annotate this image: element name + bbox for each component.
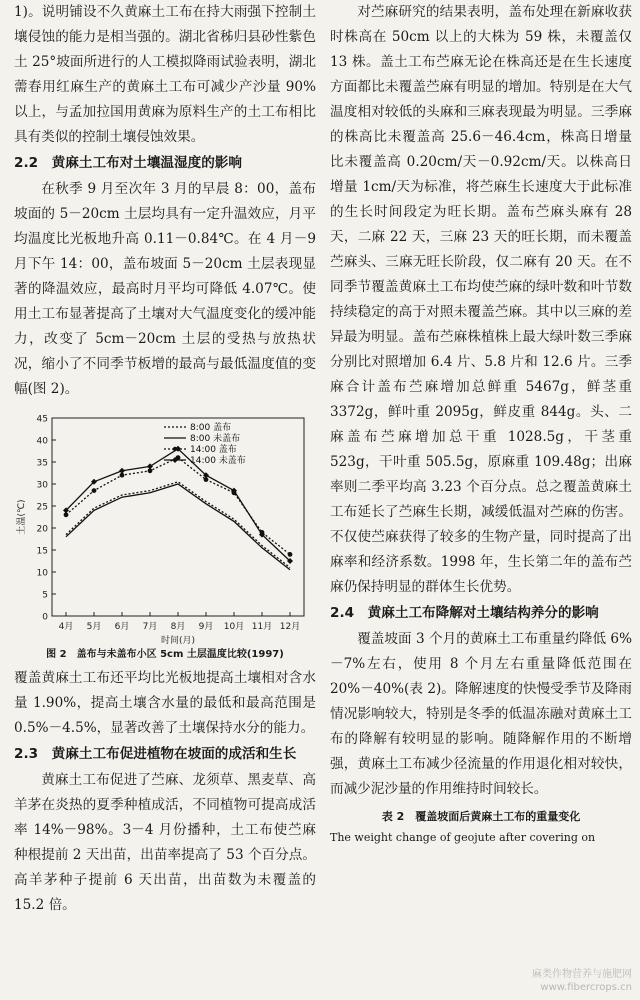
section-2-2-heading: 2.2 黄麻土工布对土壤温湿度的影响	[14, 155, 242, 171]
table-2-caption-english: The weight change of geojute after covering on	[330, 831, 596, 844]
y-tick-label: 30	[36, 480, 48, 491]
table-2-caption: 表 2 覆盖坡面后黄麻土工布的重量变化	[381, 810, 581, 823]
section-2-2-paragraph: 在秋季 9 月至次年 3 月的早晨 8：00，盖布坡面的 5－20cm 土层均具有一定升温效应，月平均温度比光板地升高 0.11－0.84℃。在 4 月－9 月下午 14：00，盖布坡面 5－20cm 土层表现显著的降温效应，最高时月平均可降低 4.07℃。使用土工布显著提高了土壤对大气温度变化的缓冲能力，改变了 5cm－20cm 土层的受热与放热状况，缩小了不同季节板增的最高与最低温度值的变幅(图 2)。	[14, 181, 316, 397]
site-watermark	[492, 968, 632, 994]
figure-2-caption: 图 2 盖布与未盖布小区 5cm 土层温度比较(1997)	[46, 649, 284, 660]
x-tick-label: 5月	[86, 622, 102, 632]
x-tick-label: 10月	[223, 622, 245, 632]
left-column	[14, 0, 316, 1000]
x-tick-label: 8月	[170, 622, 186, 632]
x-tick-label: 9月	[198, 622, 214, 632]
right-column	[330, 0, 632, 1000]
ramie-results-paragraph: 对苎麻研究的结果表明，盖布处理在新麻收获时株高在 50cm 以上的大株为 59 株，未覆盖仅 13 株。盖土工布苎麻无论在株高还是在生长速度方面都比未覆盖苎麻有明显的增加。特别是在大气温度相对较低的头麻和三麻表现最为明显。三季麻的株高比未覆盖高 25.6－46.4cm，株高日增量比未覆盖高 0.20cm/天－0.92cm/天。以株高日增量 1cm/天为标准，将苎麻生长速度大于此标准的生长时间段定为旺长期。盖布苎麻头麻有 28 天，二麻 22 天，三麻 23 天的旺长期，而未覆盖苎麻头、三麻无旺长阶段，仅二麻有 20 天。在不同季节覆盖黄麻土工布均使苎麻的绿叶数和叶节数持续稳定的高于对照未覆盖苎麻。其中以三麻的差异最为明显。盖布苎麻株植株上最大绿叶数三季麻分别比对照增加 6.4 片、5.8 片和 12.6 片。三季麻合计盖布苎麻增加总鲜重 5467g，鲜茎重 3372g，鲜叶重 2095g，鲜皮重 844g。头、二麻盖布苎麻增加总干重 1028.5g，干茎重 523g，干叶重 505.5g，原麻重 109.48g；出麻率则二季平均高 3.23 个百分点。总之覆盖黄麻土工布延长了苎麻生长期，减缓低温对苎麻的伤害。不仅使苎麻获得了较多的生物产量，同时提高了出麻率和经济系数。1998 年，生长第二年的盖布苎麻仍保持明显的群体生长优势。	[330, 4, 632, 595]
y-axis-label: 土温(℃)	[17, 499, 27, 535]
y-tick-label: 10	[36, 568, 48, 579]
data-point	[288, 552, 293, 557]
figure-2	[14, 408, 316, 646]
paragraph-continued: 1)。说明铺设不久黄麻土工布在持大雨强下控制土壤侵蚀的能力是相当强的。湖北省秭归县砂性紫色土 25°坡面所进行的人工模拟降雨试验表明，湖北薷春用红麻生产的黄麻土工布可减少产沙量 90%以上，与孟加拉国用黄麻为原料生产的土工布相比具有类似的控制土壤侵蚀效果。	[14, 4, 316, 145]
y-tick-label: 40	[36, 436, 48, 447]
section-2-4-heading: 2.4 黄麻土工布降解对土壤结构养分的影响	[330, 605, 599, 621]
y-tick-label: 5	[42, 590, 48, 601]
section-2-4-paragraph: 覆盖坡面 3 个月的黄麻土工布重量约降低 6%－7%左右，使用 8 个月左右重量降低范围在 20%－40%(表 2)。降解速度的快慢受季节及降雨情况影响较大，特别是冬季的低温冻融对黄麻土工布的降解有较明显的影响。随降解作用的不断增强，黄麻土工布减少径流量的作用退化相对较快，而减少泥沙量的作用维持时间较长。	[330, 631, 632, 797]
data-point	[92, 488, 97, 493]
legend-label: 8:00 盖布	[190, 423, 232, 433]
x-tick-label: 4月	[58, 622, 74, 632]
watermark-line-1: 麻类作物营养与施肥网	[532, 969, 632, 980]
soil-temperature-chart	[14, 408, 316, 646]
legend-label: 14:00 未盖布	[190, 456, 246, 466]
legend-label: 14:00 盖布	[190, 445, 237, 455]
x-tick-label: 11月	[251, 622, 273, 632]
legend-label: 8:00 未盖布	[190, 434, 241, 444]
paragraph-after-figure: 覆盖黄麻土工布还平均比光板地提高土壤相对含水量 1.90%，提高土壤含水量的最低和最高范围是 0.5%－4.5%，显著改善了土壤保持水分的能力。	[14, 670, 316, 736]
y-tick-label: 35	[36, 458, 48, 469]
y-tick-label: 15	[36, 546, 48, 557]
section-2-3-heading: 2.3 黄麻土工布促进植物在坡面的成活和生长	[14, 746, 297, 762]
watermark-line-2: www.fibercrops.cn	[540, 982, 632, 993]
x-tick-label: 6月	[114, 622, 130, 632]
x-tick-label: 7月	[142, 622, 158, 632]
y-tick-label: 45	[36, 414, 48, 425]
y-tick-label: 20	[36, 524, 48, 535]
data-point	[147, 463, 153, 469]
y-tick-label: 0	[42, 612, 48, 623]
data-point	[119, 468, 125, 474]
y-tick-label: 25	[36, 502, 48, 513]
section-2-3-paragraph: 黄麻土工布促进了苎麻、龙须草、黑麦草、高羊茅在炎热的夏季种植成活，不同植物可提高成活率 14%－98%。3－4 月份播种，土工布使苎麻种根提前 2 天出苗，出苗率提高了 53 个百分点。高羊茅种子提前 6 天出苗，出苗数为未覆盖的 15.2 倍。	[14, 772, 316, 913]
x-axis-label: 时间(月)	[160, 636, 196, 646]
x-tick-label: 12月	[279, 622, 301, 632]
